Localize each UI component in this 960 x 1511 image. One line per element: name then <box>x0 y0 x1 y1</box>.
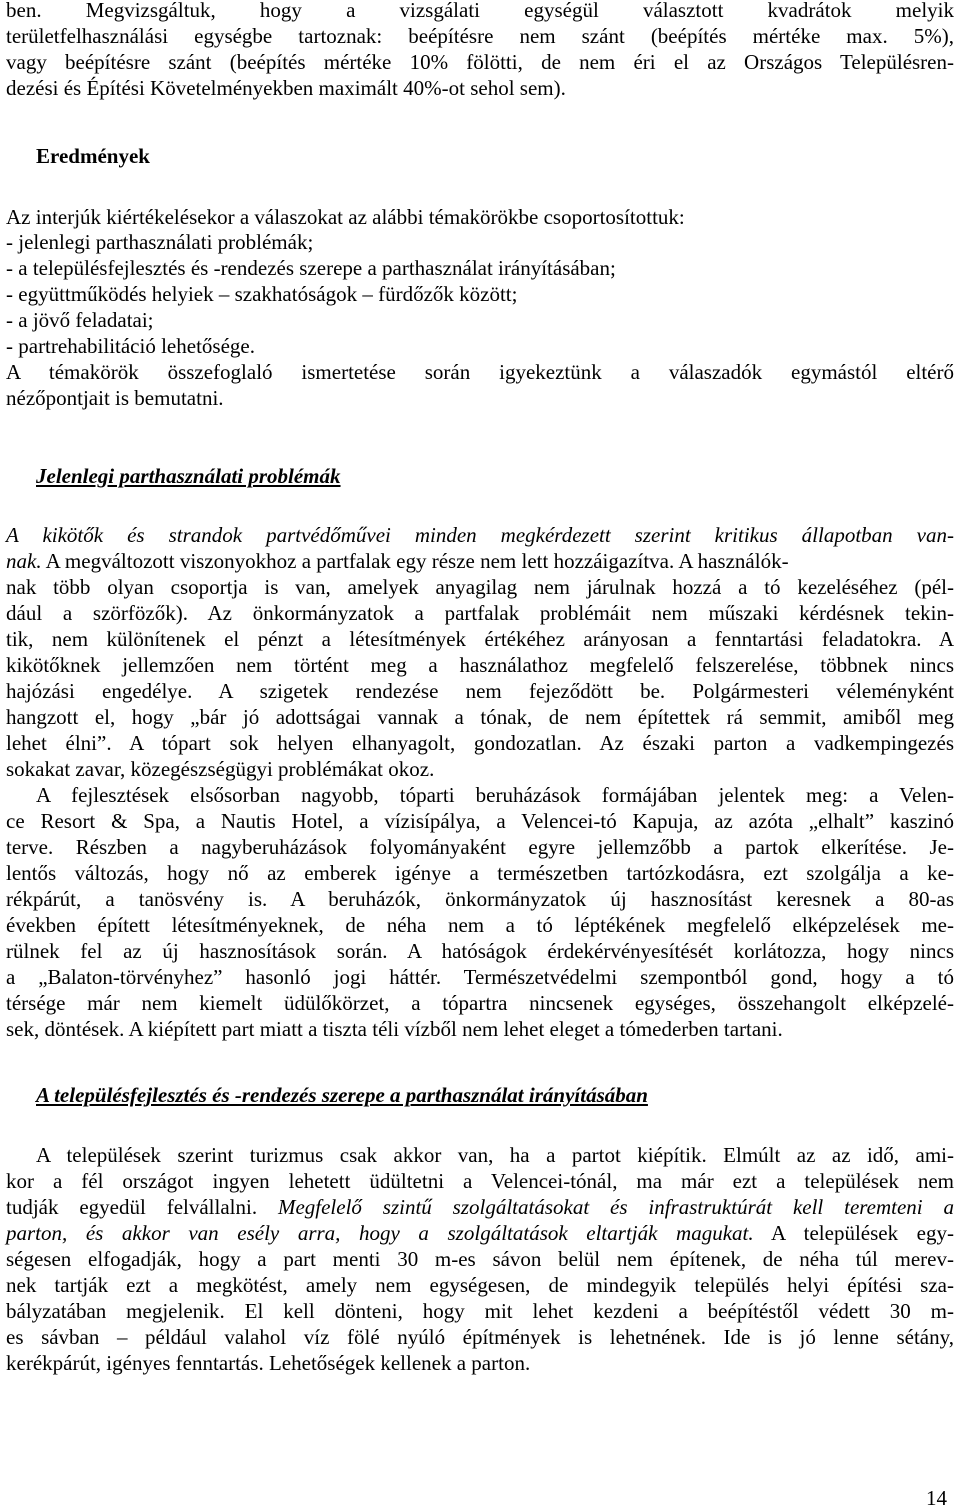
text-line: sek, döntések. A kiépített part miatt a tiszta téli vízből nem lehet eleget a tómederben tartani. <box>6 1017 783 1041</box>
text-line: A fejlesztések elsősorban nagyobb, tóparti beruházások formájában jelentek meg: a Velen- <box>36 783 954 807</box>
text-line: kikötőknek jellemzően nem történt meg a használathoz megfelelő felszerelése, többnek nincs <box>6 653 954 677</box>
text-fragment: A települések egy- <box>771 1221 954 1245</box>
text-line: terve. Részben a nagyberuházások folyományaként egyre jellemzőbb a partok elkerítése. Je- <box>6 835 954 859</box>
text-line: A témakörök összefoglaló ismertetése során igyekeztünk a válaszadók egymástól eltérő <box>6 360 954 384</box>
text-line: hangzott el, hogy „bár jó adottságai vannak a tónak, de nem építettek rá semmit, amiből meg <box>6 705 954 729</box>
text-line: vagy beépítésre szánt (beépítés mértéke 10% fölötti, de nem éri el az Országos Településren- <box>6 50 954 74</box>
text-line: nek tartják ezt a megkötést, amely nem egységesen, de mindegyik település helyi építési sza- <box>6 1273 954 1297</box>
text-line: rülnek fel az új hasznosítások során. A hatóságok érdekérvényesítését korlátozza, hogy nincs <box>6 939 954 963</box>
text-line: dául a szörfözők). Az önkormányzatok a partfalak problémáit nem műszaki kérdésnek tekin- <box>6 601 954 625</box>
list-item: - a jövő feladatai; <box>6 308 154 332</box>
text-line: sokakat zavar, közegészségügyi problémákat okoz. <box>6 757 435 781</box>
section-heading-eredmenyek: Eredmények <box>36 144 150 168</box>
text-line: A települések szerint turizmus csak akkor van, ha a partot kiépítik. Elmúlt az az idő, ami- <box>36 1143 954 1167</box>
italic-fragment: parton, és akkor van esély arra, hogy a szolgáltatások eltartják magukat. <box>6 1221 754 1245</box>
text-line: kor a fél országot ingyen lehetett üdültetni a Velencei-tónál, ma már ezt a települések nem <box>6 1169 954 1193</box>
text-line-italic: A kikötők és strandok partvédőművei minden megkérdezett szerint kritikus állapotban van- <box>6 523 954 547</box>
text-line: bályzatában megjelenik. El kell dönteni, hogy mit lehet kezdeni a beépítéstől védett 30 m- <box>6 1299 954 1323</box>
text-line: ce Resort & Spa, a Nautis Hotel, a vízisípálya, a Velencei-tó Kapuja, az azóta „elhalt” kaszinó <box>6 809 954 833</box>
text-line: kerékpárút, igényes fenntartás. Lehetőségek kellenek a parton. <box>6 1351 531 1375</box>
text-line: években épített létesítményeknek, de néha nem a tó léptékének megfelelő elképzelések me- <box>6 913 954 937</box>
text-line <box>6 1220 954 1246</box>
section-heading-telepulesfejlesztes: A településfejlesztés és -rendezés szerepe a parthasználat irányításában <box>36 1083 648 1107</box>
text-line: ben. Megvizsgáltuk, hogy a vizsgálati egységül választott kvadrátok melyik <box>6 0 954 22</box>
text-line: lentős változás, hogy nő az emberek igénye a természetben tartózkodásra, ezt szolgálja a ke- <box>6 861 954 885</box>
page-number: 14 <box>926 1486 947 1510</box>
text-line: területfelhasználási egységbe tartoznak: beépítésre nem szánt (beépítés mértéke max. 5%), <box>6 24 954 48</box>
section-heading-jelenlegi: Jelenlegi parthasználati problémák <box>36 464 341 488</box>
text-line <box>6 1194 954 1220</box>
text-line: a „Balaton-törvényhez” hasonló jogi háttér. Természetvédelmi szempontból gond, hogy a tó <box>6 965 954 989</box>
italic-fragment: nak. <box>6 549 42 573</box>
italic-fragment: Megfelelő szintű szolgáltatásokat és infrastruktúrát kell teremteni a <box>277 1195 955 1219</box>
text-line <box>6 548 954 574</box>
list-item: - együttműködés helyiek – szakhatóságok – fürdőzők között; <box>6 282 518 306</box>
text-line: ségesen elfogadják, hogy a part menti 30 m-es sávon belül nem építenek, de néha túl merev- <box>6 1247 954 1271</box>
text-line: nézőpontjait is bemutatni. <box>6 386 224 410</box>
text-line: dezési és Építési Követelményekben maximált 40%-ot sehol sem). <box>6 76 566 100</box>
text-line: Az interjúk kiértékelésekor a válaszokat az alábbi témakörökbe csoportosítottuk: <box>6 205 685 229</box>
text-line: rékpárút, a tanösvény is. A beruházók, önkormányzatok új hasznosítást keresnek a 80-as <box>6 887 954 911</box>
text-line: tik, nem különítenek el pénzt a létesítmények értékéhez arányosan a fenntartási feladatokra. A <box>6 627 954 651</box>
text-line: hajózási engedélye. A szigetek rendezése nem fejeződött be. Polgármesteri véleményként <box>6 679 954 703</box>
list-item: - jelenlegi parthasználati problémák; <box>6 230 314 254</box>
text-fragment: A megváltozott viszonyokhoz a partfalak egy része nem lett hozzáigazítva. A használók- <box>45 549 789 573</box>
text-fragment: tudják egyedül felvállalni. <box>6 1195 258 1219</box>
list-item: - partrehabilitáció lehetősége. <box>6 334 255 358</box>
text-line: es sávban – például valahol víz fölé nyúló építmények is lehetnének. Ide is jó lenne sétány, <box>6 1325 954 1349</box>
list-item: - a településfejlesztés és -rendezés szerepe a parthasználat irányításában; <box>6 256 616 280</box>
text-line: térsége már nem kiemelt üdülőkörzet, a tópartra nincsenek egységes, összehangolt elképzelé- <box>6 991 954 1015</box>
text-line: lehet élni”. A tópart sok helyen elhanyagolt, gondozatlan. Az északi parton a vadkempingezés <box>6 731 954 755</box>
text-line: nak több olyan csoportja is van, amelyek anyagilag nem járulnak hozzá a tó kezeléséhez (pél- <box>6 575 954 599</box>
